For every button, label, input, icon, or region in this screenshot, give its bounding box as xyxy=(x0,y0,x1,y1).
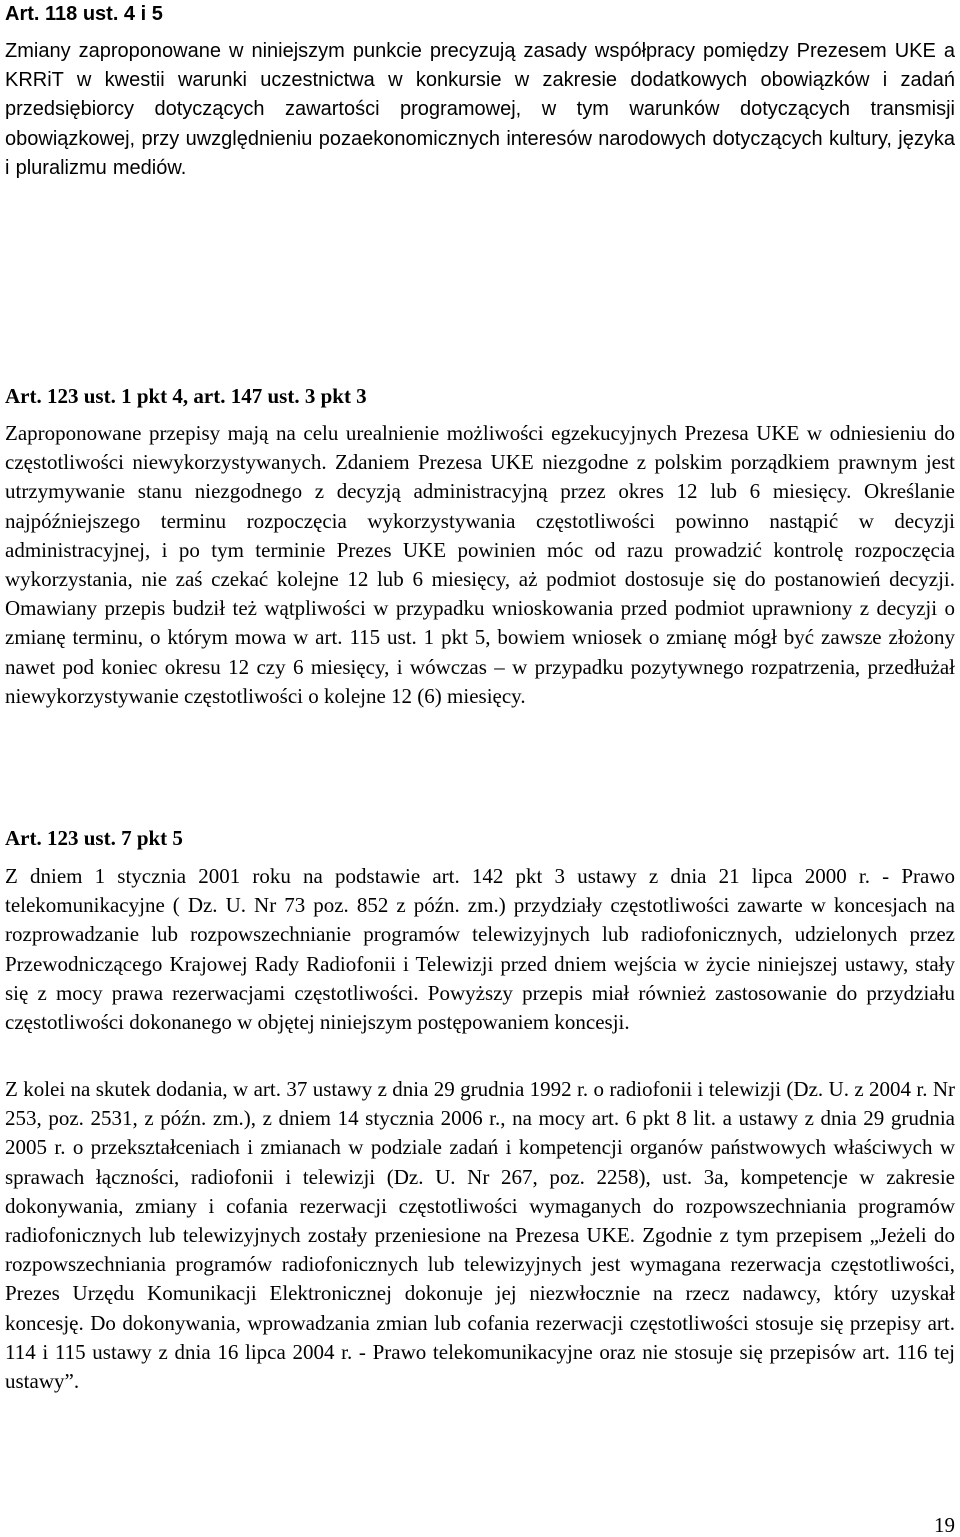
section-paragraph: Zaproponowane przepisy mają na celu urealnienie możliwości egzekucyjnych Prezesa UKE w odniesieniu do częstotliwości niewykorzystywanych. Zdaniem Prezesa UKE niezgodne z polskim porządkiem prawnym jest utrzymywanie stanu niezgodnego z decyzją administracyjną przez okres 12 lub 6 miesięcy. Określanie najpóźniejszego terminu rozpoczęcia wykorzystywania częstotliwości powinno nastąpić w decyzji administracyjnej, i po tym terminie Prezes UKE powinien móc od razu prowadzić kontrolę rozpoczęcia wykorzystania, nie zaś czekać kolejne 12 lub 6 miesięcy, aż podmiot dostosuje się do postanowień decyzji. Omawiany przepis budził też wątpliwości w przypadku wnioskowania przed podmiot uprawniony z decyzji o zmianę terminu, o którym mowa w art. 115 ust. 1 pkt 5, bowiem wniosek o zmianę mógł być zawsze złożony nawet pod koniec okresu 12 czy 6 miesięcy, i wówczas – w przypadku pozytywnego rozpatrzenia, przedłużał niewykorzystywanie częstotliwości o kolejne 12 (6) miesięcy. xyxy=(5,421,955,708)
section-heading: Art. 123 ust. 7 pkt 5 xyxy=(5,826,183,850)
page-number: 19 xyxy=(934,1513,955,1537)
section-paragraph: Z kolei na skutek dodania, w art. 37 ustawy z dnia 29 grudnia 1992 r. o radiofonii i telewizji (Dz. U. z 2004 r. Nr 253, poz. 2531, z późn. zm.), z dniem 14 stycznia 2006 r., na mocy art. 6 pkt 8 lit. a ustawy z dnia 29 grudnia 2005 r. o przekształceniach i zmianach w podziale zadań i kompetencji organów państwowych właściwych w sprawach łączności, radiofonii i telewizji (Dz. U. Nr 267, poz. 2258), ust. 3a, kompetencje w zakresie dokonywania, zmiany i cofania rezerwacji częstotliwości wymaganych do rozpowszechniania programów radiofonicznych lub telewizyjnych zostały przeniesione na Prezesa UKE. Zgodnie z tym przepisem „Jeżeli do rozpowszechniania programów radiofonicznych lub telewizyjnych jest wymagana rezerwacja częstotliwości, Prezes Urzędu Komunikacji Elektronicznej dokonuje jej niezwłocznie na rzecz nadawcy, który uzyskał koncesję. Do dokonywania, wprowadzania zmian lub cofania rezerwacji częstotliwości stosuje się przepisy art. 114 i 115 ustawy z dnia 16 lipca 2004 r. - Prawo telekomunikacyjne oraz nie stosuje się przepisów art. 116 tej ustawy”. xyxy=(5,1077,955,1394)
section-paragraph: Zmiany zaproponowane w niniejszym punkcie precyzują zasady współpracy pomiędzy Prezesem UKE a KRRiT w kwestii warunki uczestnictwa w konkursie w zakresie dodatkowych obowiązków i zadań przedsiębiorcy dotyczących zawartości programowej, w tym warunków dotyczących transmisji obowiązkowej, przy uwzględnieniu pozaekonomicznych interesów narodowych dotyczących kultury, języka i pluralizmu mediów. xyxy=(5,40,955,179)
section-heading: Art. 123 ust. 1 pkt 4, art. 147 ust. 3 pkt 3 xyxy=(5,384,367,408)
section-heading: Art. 118 ust. 4 i 5 xyxy=(5,3,163,25)
section-paragraph: Z dniem 1 stycznia 2001 roku na podstawie art. 142 pkt 3 ustawy z dnia 21 lipca 2000 r. - Prawo telekomunikacyjne ( Dz. U. Nr 73 poz. 852 z późn. zm.) przydziały częstotliwości zawarte w koncesjach na rozprowadzanie lub rozpowszechnianie programów telewizyjnych lub radiofonicznych, udzielonych przez Przewodniczącego Krajowej Rady Radiofonii i Telewizji przed dniem wejścia w życie niniejszej ustawy, stały się z mocy prawa rezerwacjami częstotliwości. Powyższy przepis miał również zastosowanie do przydziału częstotliwości dokonanego w objętej niniejszym postępowaniem koncesji. xyxy=(5,864,955,1035)
